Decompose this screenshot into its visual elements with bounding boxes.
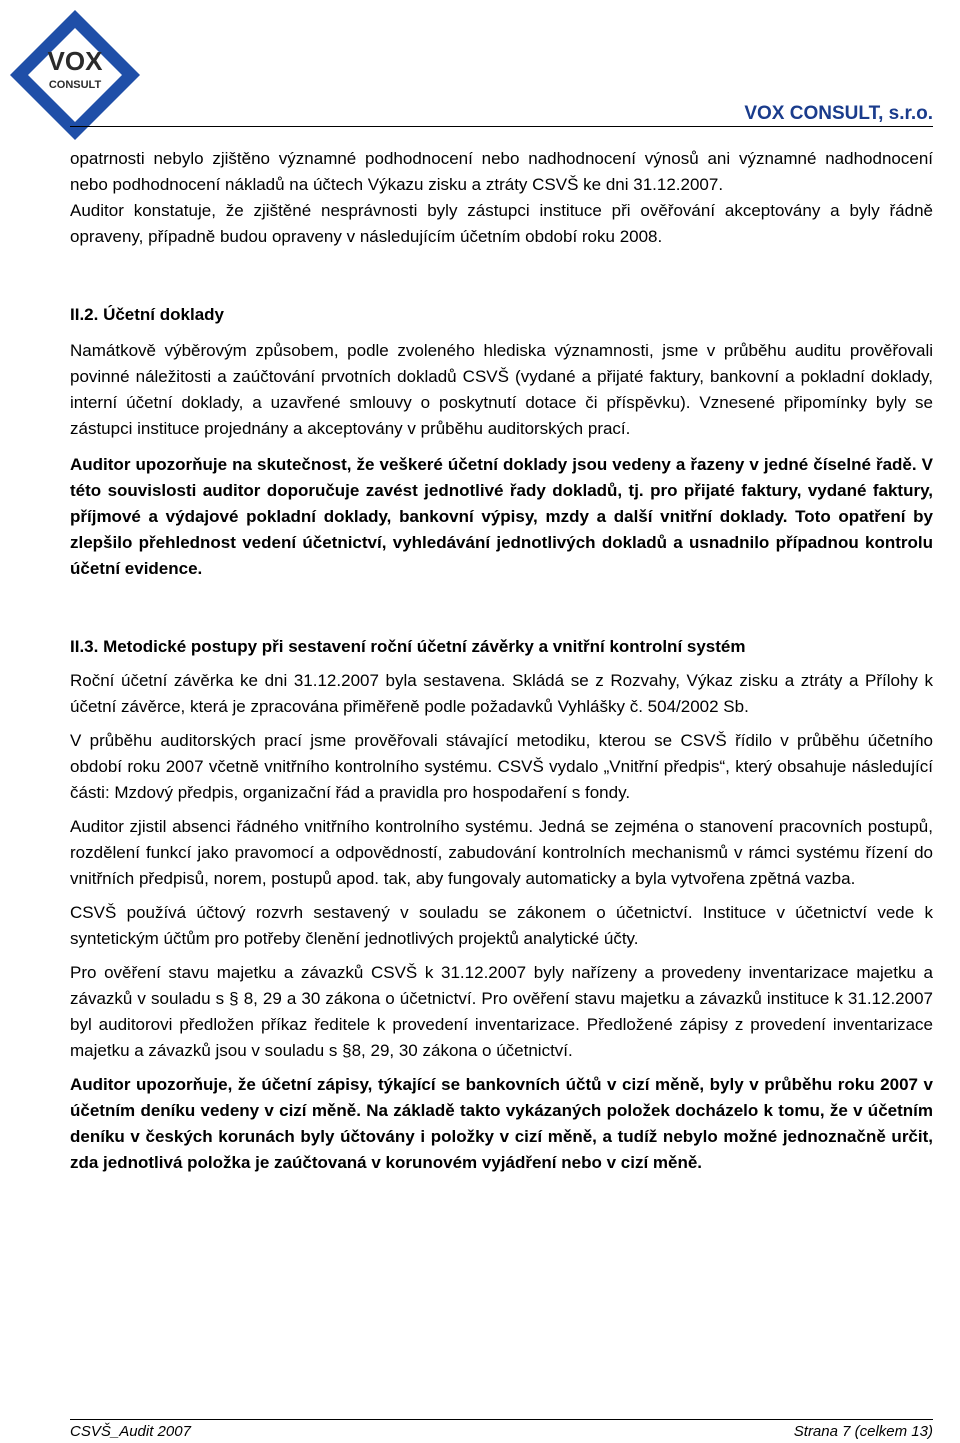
paragraph-namatkove: Namátkově výběrovým způsobem, podle zvoleného hlediska významnosti, jsme v průběhu auditu prověřovali povinné náležitosti a zaúčtování prvotních dokladů CSVŠ (vydané a přijaté faktury, bankovní a pokladní doklady, interní účetní doklady, a uzavřené smlouvy o poskytnutí dotace či příspěvku). Vznesené připomínky byly se zástupci instituce projednány a akceptovány v průběhu auditorských prací.: [70, 341, 933, 438]
section-heading-ii2: II.2. Účetní doklady: [70, 305, 224, 324]
company-name: VOX CONSULT, s.r.o.: [744, 103, 933, 124]
page-footer: [70, 1423, 933, 1440]
paragraph-rocni-zaverka: Roční účetní závěrka ke dni 31.12.2007 byla sestavena. Skládá se z Rozvahy, Výkaz zisku a ztráty a Přílohy k účetní závěrce, která je zpracována přiměřeně podle požadavků Vyhlášky č. 504/2002 Sb.: [70, 671, 933, 716]
paragraph-auditor-konstatuje: Auditor konstatuje, že zjištěné nesprávnosti byly zástupci instituce při ověřování akceptovány a byly řádně opraveny, případně budou opraveny v následujícím účetním období roku 2008.: [70, 201, 933, 246]
footer-document-name: CSVŠ_Audit 2007: [70, 1423, 191, 1440]
paragraph-opatrnosti: opatrnosti nebylo zjištěno významné podhodnocení nebo nadhodnocení výnosů ani významné nadhodnocení nebo podhodnocení nákladů na účtech Výkazu zisku a ztráty CSVŠ ke dni 31.12.2007.: [70, 149, 933, 194]
footer-page-number: Strana 7 (celkem 13): [793, 1423, 933, 1440]
paragraph-upozornuje-cizi-mena: Auditor upozorňuje, že účetní zápisy, týkající se bankovních účtů v cizí měně, byly v průběhu roku 2007 v účetním deníku vedeny v cizí měně. Na základě takto vykázaných položek docházelo k tomu, že v účetním deníku v českých korunách byly účtovány i položky v cizí měně, a tudíž nebylo možné jednoznačně určit, zda jednotlivá položka je zaúčtovaná v korunovém vyjádření nebo v cizí měně.: [70, 1075, 933, 1172]
document-body: [70, 146, 933, 1176]
section-heading-ii3: II.3. Metodické postupy při sestavení roční účetní závěrky a vnitřní kontrolní systém: [70, 637, 746, 656]
footer-divider: [70, 1419, 933, 1420]
logo-text-sub: CONSULT: [48, 79, 102, 91]
logo-text-main: VOX: [47, 46, 103, 76]
paragraph-uctovy-rozvrh: CSVŠ používá účtový rozvrh sestavený v souladu se zákonem o účetnictví. Instituce v účetnictví vede k syntetickým účtům pro potřeby členění jednotlivých projektů analytické účty.: [70, 903, 933, 948]
vox-consult-logo: [0, 0, 150, 150]
paragraph-inventarizace: Pro ověření stavu majetku a závazků CSVŠ k 31.12.2007 byly nařízeny a provedeny inventarizace majetku a závazků v souladu s § 8, 29 a 30 zákona o účetnictví. Pro ověření stavu majetku a závazků instituce k 31.12.2007 byl auditorovi předložen příkaz ředitele k provedení inventarizace. Předložené zápisy z provedení inventarizace majetku a závazků jsou v souladu s §8, 29, 30 zákona o účetnictví.: [70, 963, 933, 1060]
paragraph-metodika: V průběhu auditorských prací jsme prověřovali stávající metodiku, kterou se CSVŠ řídilo v průběhu účetního období roku 2007 včetně vnitřního kontrolního systému. CSVŠ vydalo „Vnitřní předpis“, který obsahuje následující části: Mzdový předpis, organizační řád a pravidla pro hospodaření s fondy.: [70, 731, 933, 802]
header-divider: [70, 126, 933, 127]
paragraph-kontrolni-system: Auditor zjistil absenci řádného vnitřního kontrolního systému. Jedná se zejména o stanovení pracovních postupů, rozdělení funkcí jako pravomocí a odpovědností, zabudování kontrolních mechanismů v rámci systému řízení do vnitřních předpisů, norem, postupů apod. tak, aby fungovaly automaticky a byla vytvořena zpětná vazba.: [70, 817, 933, 888]
paragraph-upozornuje-doklady: Auditor upozorňuje na skutečnost, že veškeré účetní doklady jsou vedeny a řazeny v jedné číselné řadě. V této souvislosti auditor doporučuje zavést jednotlivé řady dokladů, tj. pro přijaté faktury, vydané faktury, příjmové a výdajové pokladní doklady, bankovní výpisy, mzdy a další vnitřní doklady. Toto opatření by zlepšilo přehlednost vedení účetnictví, vyhledávání jednotlivých dokladů a usnadnilo případnou kontrolu účetní evidence.: [70, 455, 933, 578]
